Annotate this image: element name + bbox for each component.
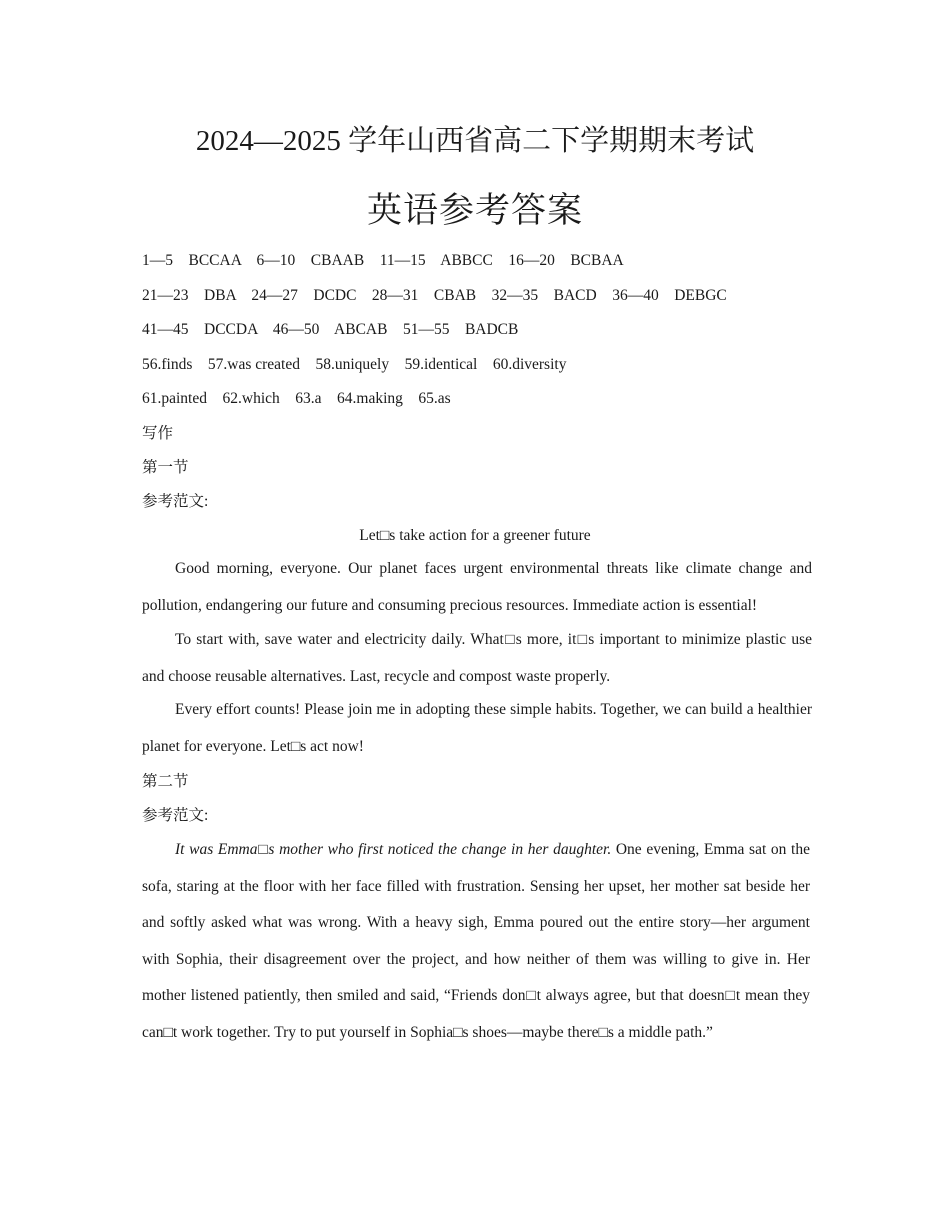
answer-row: 21—23 DBA 24—27 DCDC 28—31 CBAB 32—35 BACD 36—40 DEBGC bbox=[142, 287, 727, 304]
section1-heading: 第一节 bbox=[142, 459, 189, 476]
answer-row: 1—5 BCCAA 6—10 CBAAB 11—15 ABBCC 16—20 BCBAA bbox=[142, 252, 624, 269]
section1-paragraph: To start with, save water and electricity daily. What□s more, it□s important to minimize plastic use and choose reusable alternatives. Last, recycle and compost waste properly. bbox=[142, 631, 812, 685]
answer-row: 41—45 DCCDA 46—50 ABCAB 51—55 BADCB bbox=[142, 321, 519, 338]
document-title: 2024—2025 学年山西省高二下学期期末考试 bbox=[195, 125, 755, 157]
answer-row: 61.painted 62.which 63.a 64.making 65.as bbox=[142, 390, 451, 407]
section1-label: 参考范文: bbox=[142, 493, 209, 510]
answer-row: 56.finds 57.was created 58.uniquely 59.identical 60.diversity bbox=[142, 356, 567, 373]
section2-lead-sentence: It was Emma□s mother who first noticed the change in her daughter. bbox=[175, 841, 612, 858]
section2-heading: 第二节 bbox=[142, 773, 189, 790]
section1-paragraph: Every effort counts! Please join me in adopting these simple habits. Together, we can build a healthier planet for everyone. Let□s act now! bbox=[142, 701, 812, 755]
document-subtitle: 英语参考答案 bbox=[366, 191, 583, 230]
section2-paragraph bbox=[142, 832, 810, 1052]
section2-body-text: One evening, Emma sat on the sofa, staring at the floor with her face filled with frustration. Sensing her upset, her mother sat beside her and softly asked what was wrong. With a heavy sigh, Emma poured out the entire story—her argument with Sophia, their disagreement over the project, and how neither of them was willing to give in. Her mother listened patiently, then smiled and said, “Friends don□t always agree, but that doesn□t mean they can□t work together. Try to put yourself in Sophia□s shoes—maybe there□s a middle path.” bbox=[142, 841, 810, 1041]
essay-title: Let□s take action for a greener future bbox=[359, 527, 591, 544]
section2-label: 参考范文: bbox=[142, 807, 209, 824]
writing-heading: 写作 bbox=[142, 425, 174, 442]
section1-paragraph: Good morning, everyone. Our planet faces urgent environmental threats like climate change and pollution, endangering our future and consuming precious resources. Immediate action is essential! bbox=[142, 560, 812, 614]
